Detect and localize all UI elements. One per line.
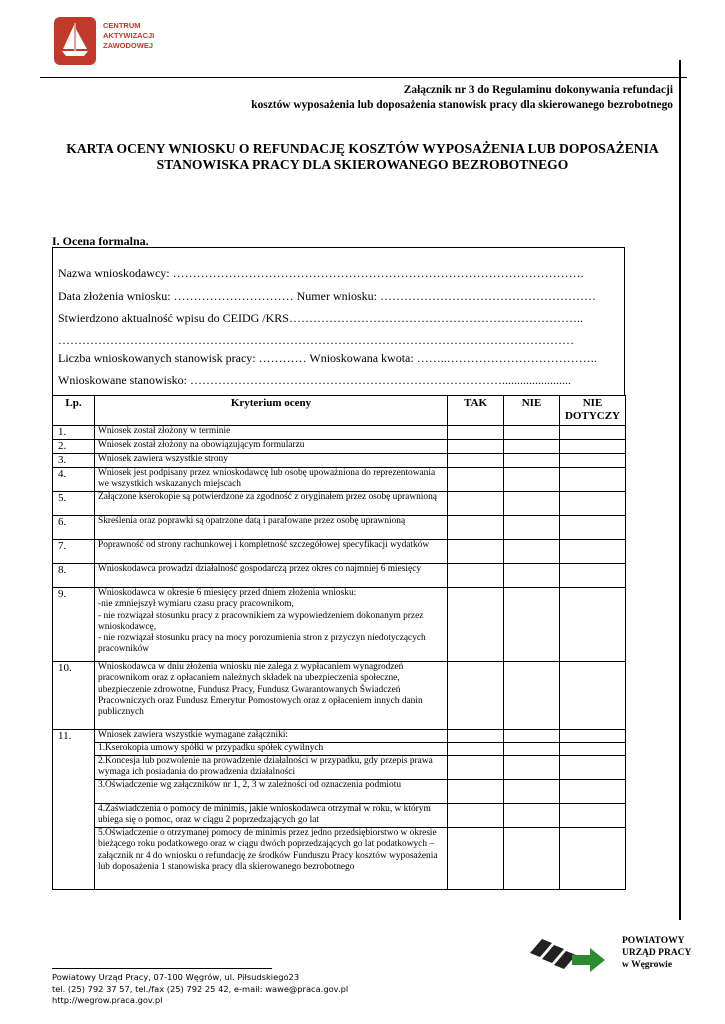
- tak-cell[interactable]: [448, 440, 504, 454]
- nie-cell[interactable]: [504, 540, 560, 564]
- nd-cell[interactable]: [560, 516, 626, 540]
- table-row: 3.Oświadczenie wg załączników nr 1, 2, 3 w zależności od oznaczenia podmiotu: [53, 780, 626, 804]
- tak-cell[interactable]: [448, 426, 504, 440]
- nd-cell[interactable]: [560, 756, 626, 780]
- table-row: 4. Wniosek jest podpisany przez wnioskodawcę lub osobę upoważniona do reprezentowania we wszystkich wskazanych miejscach: [53, 468, 626, 492]
- tak-cell[interactable]: [448, 756, 504, 780]
- nd-cell[interactable]: [560, 662, 626, 730]
- ceidg-krs-line: Stwierdzono aktualność wpisu do CEIDG /KRS………………………………………………………………..: [58, 311, 583, 325]
- tak-cell[interactable]: [448, 540, 504, 564]
- nie-cell[interactable]: [504, 516, 560, 540]
- table-row: 9. Wnioskodawca w okresie 6 miesięcy przed dniem złożenia wniosku: -nie zmniejszył wymiaru czasu pracy pracownikom, - nie rozwiązał stosunku pracy z pracownikiem za wypowiedzeniem dokonanym przez wnioskodawcę, - nie rozwiązał stosunku pracy na mocy porozumienia stron z przyczyn niedotyczących pracowników: [53, 588, 626, 662]
- table-row: 2. Wniosek został złożony na obowiązującym formularzu: [53, 440, 626, 454]
- table-row: 11. Wniosek zawiera wszystkie wymagane załączniki:: [53, 730, 626, 743]
- table-row: 4.Zaświadczenia o pomocy de minimis, jakie wnioskodawca otrzymał w roku, w którym ubiega się o pomoc, oraz w ciągu 2 poprzedzających go lat: [53, 804, 626, 828]
- caz-logo-text: CENTRUM AKTYWIZACJI ZAWODOWEJ: [103, 21, 155, 50]
- nd-cell[interactable]: [560, 426, 626, 440]
- section-title: I. Ocena formalna.: [52, 234, 149, 248]
- nd-cell[interactable]: [560, 440, 626, 454]
- footer-contact: [52, 972, 348, 1007]
- nd-cell[interactable]: [560, 730, 626, 743]
- applicant-name-line: Nazwa wnioskodawcy: ………………………………………………………………………………………….: [58, 266, 584, 280]
- nd-cell[interactable]: [560, 468, 626, 492]
- header-divider: [40, 77, 687, 78]
- nie-cell[interactable]: [504, 564, 560, 588]
- tak-cell[interactable]: [448, 780, 504, 804]
- nie-cell[interactable]: [504, 468, 560, 492]
- nd-cell[interactable]: [560, 454, 626, 468]
- table-row: 10. Wnioskodawca w dniu złożenia wniosku nie zalega z wypłacaniem wynagrodzeń pracownikom oraz z opłacaniem należnych składek na ubezpieczenia społeczne, ubezpieczenie zdrowotne, Fundusz Pracy, Fundusz Gwarantowanych Świadczeń Pracowniczych oraz Fundusz Emerytur Pomostowych oraz z opłaceniem innych danin publicznych: [53, 662, 626, 730]
- criteria-table: [52, 395, 626, 890]
- nie-cell[interactable]: [504, 426, 560, 440]
- tak-cell[interactable]: [448, 492, 504, 516]
- tak-cell[interactable]: [448, 564, 504, 588]
- document-title: KARTA OCENY WNIOSKU O REFUNDACJĘ KOSZTÓW WYPOSAŻENIA LUB DOPOSAŻENIA STANOWISKA PRACY DLA SKIEROWANEGO BEZROBOTNEGO: [66, 141, 659, 172]
- tak-cell[interactable]: [448, 743, 504, 756]
- nie-cell[interactable]: [504, 492, 560, 516]
- table-row: 8. Wnioskodawca prowadzi działalność gospodarczą przez okres co najmniej 6 miesięcy: [53, 564, 626, 588]
- tak-cell[interactable]: [448, 588, 504, 662]
- nie-cell[interactable]: [504, 730, 560, 743]
- tak-cell[interactable]: [448, 662, 504, 730]
- footer-divider: [52, 968, 272, 969]
- table-row: 1. Wniosek został złożony w terminie: [53, 426, 626, 440]
- nie-cell[interactable]: [504, 440, 560, 454]
- tak-cell[interactable]: [448, 468, 504, 492]
- nd-cell[interactable]: [560, 804, 626, 828]
- table-row: 7. Poprawność od strony rachunkowej i kompletność szczegółowej specyfikacji wydatków: [53, 540, 626, 564]
- table-row: 2.Koncesja lub pozwolenie na prowadzenie działalności w przypadku, gdy przepis prawa wymaga ich posiadania do prowadzenia działalności: [53, 756, 626, 780]
- nie-cell[interactable]: [504, 780, 560, 804]
- nd-cell[interactable]: [560, 780, 626, 804]
- pup-logo-text: POWIATOWY URZĄD PRACY w Węgrowie: [622, 936, 692, 970]
- nie-cell[interactable]: [504, 743, 560, 756]
- requested-position-line: Wnioskowane stanowisko: …………………………………………………………………….......................: [58, 373, 571, 387]
- footer-phone-email: tel. (25) 792 37 57, tel./fax (25) 792 25 42, e-mail: wawe@praca.gov.pl: [52, 983, 349, 994]
- table-row: 5.Oświadczenie o otrzymanej pomocy de minimis przez jedno przedsiębiorstwo w okresie bieżącego roku podatkowego oraz w ciągu dwóch poprzedzających go lat podatkowych – załącznik nr 4 do wniosku o refundację ze środków Funduszu Pracy kosztów wyposażenia lub doposażenia 1 stanowiska pracy dla skierowanego bezrobotnego: [53, 828, 626, 890]
- table-row: 3. Wniosek zawiera wszystkie strony: [53, 454, 626, 468]
- nd-cell[interactable]: [560, 492, 626, 516]
- footer-address: Powiatowy Urząd Pracy, 07-100 Węgrów, ul. Piłsudskiego23: [52, 972, 300, 982]
- tak-cell[interactable]: [448, 516, 504, 540]
- header-tak: TAK: [448, 396, 504, 426]
- nd-cell[interactable]: [560, 540, 626, 564]
- nd-cell[interactable]: [560, 588, 626, 662]
- nd-cell[interactable]: [560, 564, 626, 588]
- tak-cell[interactable]: [448, 730, 504, 743]
- pup-logo-icon: [528, 935, 606, 975]
- header-nie-dotyczy: NIE DOTYCZY: [560, 396, 626, 426]
- caz-logo-icon: [54, 17, 96, 65]
- nie-cell[interactable]: [504, 662, 560, 730]
- header-criterion: Kryterium oceny: [95, 396, 448, 426]
- nd-cell[interactable]: [560, 743, 626, 756]
- nie-cell[interactable]: [504, 454, 560, 468]
- tak-cell[interactable]: [448, 454, 504, 468]
- nie-cell[interactable]: [504, 828, 560, 890]
- footer-website-link[interactable]: http://wegrow.praca.gov.pl: [52, 995, 163, 1005]
- header-lp: Lp.: [53, 396, 95, 426]
- table-row: 1.Kserokopia umowy spółki w przypadku spółek cywilnych: [53, 743, 626, 756]
- header-nie: NIE: [504, 396, 560, 426]
- table-row: 5. Załączone kserokopie są potwierdzone za zgodność z oryginałem przez osobę uprawnioną: [53, 492, 626, 516]
- nie-cell[interactable]: [504, 588, 560, 662]
- margin-line: [679, 60, 681, 920]
- positions-amount-line: Liczba wnioskowanych stanowisk pracy: ………… Wnioskowana kwota: ……..………………………………..: [58, 351, 597, 365]
- nie-cell[interactable]: [504, 804, 560, 828]
- annex-note: Załącznik nr 3 do Regulaminu dokonywania refundacji kosztów wyposażenia lub doposażenia stanowisk pracy dla skierowanego bezrobotnego: [251, 84, 673, 111]
- tak-cell[interactable]: [448, 828, 504, 890]
- nie-cell[interactable]: [504, 756, 560, 780]
- submission-date-line: Data złożenia wniosku: ………………………… Numer wniosku: ………………………………………………: [58, 289, 596, 303]
- table-header-row: [53, 396, 626, 426]
- blank-line: …………………………………………………………………………………………………………………: [58, 333, 574, 347]
- nd-cell[interactable]: [560, 828, 626, 890]
- tak-cell[interactable]: [448, 804, 504, 828]
- table-row: 6. Skreślenia oraz poprawki są opatrzone datą i parafowane przez osobę uprawnioną: [53, 516, 626, 540]
